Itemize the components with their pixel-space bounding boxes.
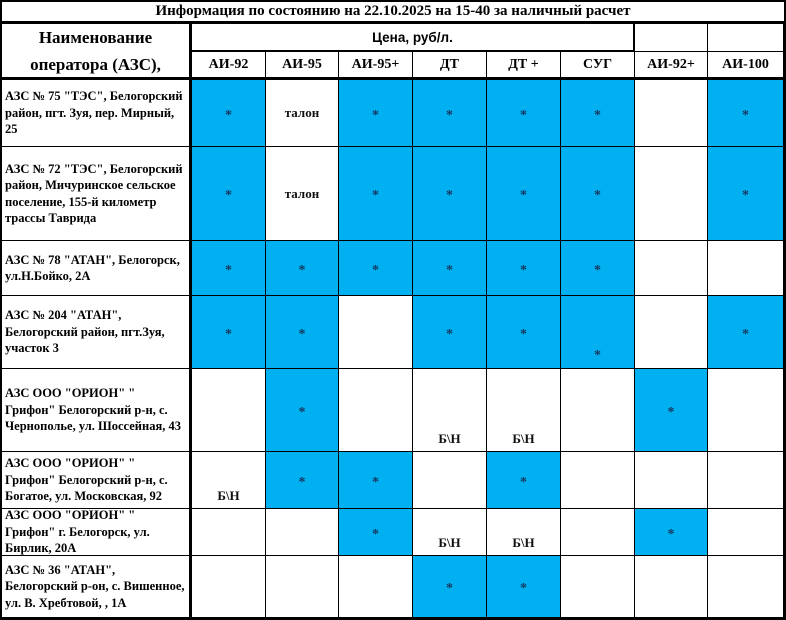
price-cell: * <box>413 80 487 147</box>
price-cell: * <box>413 241 487 296</box>
price-cell <box>635 147 708 241</box>
price-cell: * <box>339 241 413 296</box>
column-header-sug: СУГ <box>561 52 635 80</box>
price-cell: * <box>339 80 413 147</box>
price-cell <box>708 241 784 296</box>
price-cell: Б\Н <box>413 369 487 452</box>
station-name: АЗС ООО "ОРИОН" " Грифон" г. Белогорск, ул. Бирлик, 20А <box>2 509 192 556</box>
station-name: АЗС № 78 "АТАН", Белогорск, ул.Н.Бойко, 2А <box>2 241 192 296</box>
station-name: АЗС № 75 "ТЭС", Белогорский район, пгт. Зуя, пер. Мирный, 25 <box>2 80 192 147</box>
price-cell: * <box>192 80 266 147</box>
price-cell: * <box>487 147 561 241</box>
station-name: АЗС ООО "ОРИОН" " Грифон" Белогорский р-н, с. Чернополье, ул. Шоссейная, 43 <box>2 369 192 452</box>
price-cell <box>339 556 413 618</box>
price-cell <box>561 556 635 618</box>
column-header-dtplus: ДТ + <box>487 52 561 80</box>
price-cell <box>192 369 266 452</box>
price-cell: * <box>561 241 635 296</box>
price-cell <box>339 369 413 452</box>
price-cell <box>708 556 784 618</box>
price-cell <box>635 80 708 147</box>
column-header-ai95plus: АИ-95+ <box>339 52 413 80</box>
price-cell: * <box>339 147 413 241</box>
price-cell <box>266 509 339 556</box>
price-cell: * <box>561 296 635 369</box>
column-header-ai92plus: АИ-92+ <box>635 52 708 80</box>
column-header-dt: ДТ <box>413 52 487 80</box>
price-cell: * <box>266 452 339 509</box>
column-header-ai95: АИ-95 <box>266 52 339 80</box>
price-cell <box>339 296 413 369</box>
price-cell: * <box>635 369 708 452</box>
price-cell: * <box>487 556 561 618</box>
price-cell <box>708 452 784 509</box>
price-cell <box>561 369 635 452</box>
page-title: Информация по состоянию на 22.10.2025 на 15-40 за наличный расчет <box>2 2 784 24</box>
price-cell <box>192 509 266 556</box>
price-cell: * <box>487 452 561 509</box>
price-cell: * <box>266 369 339 452</box>
price-cell <box>635 296 708 369</box>
station-name: АЗС № 204 "АТАН", Белогорский район, пгт.Зуя, участок 3 <box>2 296 192 369</box>
price-cell: * <box>192 241 266 296</box>
column-group-header-price: Цена, руб/л. <box>192 24 635 52</box>
price-cell: * <box>561 80 635 147</box>
price-cell <box>635 452 708 509</box>
price-cell: * <box>339 509 413 556</box>
price-cell: * <box>413 296 487 369</box>
price-cell: * <box>192 296 266 369</box>
price-cell <box>635 241 708 296</box>
price-cell <box>561 452 635 509</box>
price-cell <box>561 509 635 556</box>
header-empty-cell <box>635 24 708 52</box>
header-empty-cell <box>708 24 784 52</box>
station-name: АЗС ООО "ОРИОН" " Грифон" Белогорский р-н, с. Богатое, ул. Московская, 92 <box>2 452 192 509</box>
price-cell: * <box>708 296 784 369</box>
column-header-operator-name: Наименование оператора (АЗС), <box>2 24 192 80</box>
price-cell: * <box>561 147 635 241</box>
price-cell: * <box>339 452 413 509</box>
price-cell: * <box>708 147 784 241</box>
column-header-ai92: АИ-92 <box>192 52 266 80</box>
column-header-ai100: АИ-100 <box>708 52 784 80</box>
price-cell: * <box>487 241 561 296</box>
price-cell: * <box>413 147 487 241</box>
price-cell: * <box>266 241 339 296</box>
price-cell: Б\Н <box>192 452 266 509</box>
price-cell: талон <box>266 80 339 147</box>
price-cell: * <box>635 509 708 556</box>
price-cell <box>266 556 339 618</box>
price-cell: Б\Н <box>487 509 561 556</box>
station-name: АЗС № 72 "ТЭС", Белогорский район, Мичуринское сельское поселение, 155-й километр трассы Таврида <box>2 147 192 241</box>
price-cell: * <box>487 80 561 147</box>
price-cell <box>708 509 784 556</box>
price-cell <box>708 369 784 452</box>
price-cell: * <box>192 147 266 241</box>
price-cell <box>192 556 266 618</box>
price-cell: * <box>413 556 487 618</box>
price-cell: Б\Н <box>487 369 561 452</box>
price-cell: талон <box>266 147 339 241</box>
station-name: АЗС № 36 "АТАН", Белогорский р-он, с. Вишенное, ул. В. Хребтовой, , 1А <box>2 556 192 618</box>
price-cell: * <box>266 296 339 369</box>
price-cell <box>635 556 708 618</box>
price-cell: Б\Н <box>413 509 487 556</box>
price-cell: * <box>708 80 784 147</box>
price-cell <box>413 452 487 509</box>
price-table <box>2 24 784 618</box>
price-cell: * <box>487 296 561 369</box>
